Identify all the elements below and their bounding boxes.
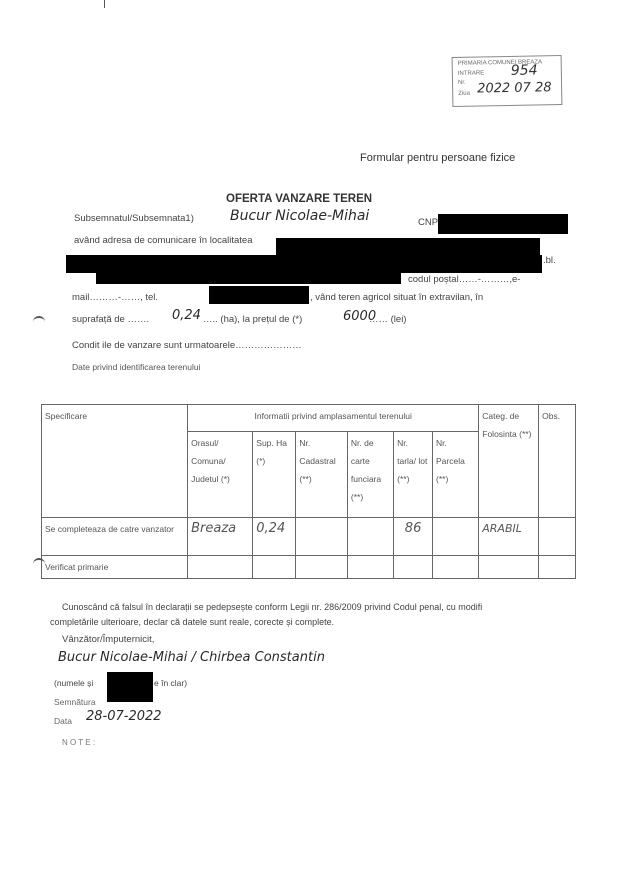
punch-hole-mark	[33, 558, 45, 566]
stamp-header: PRIMARIA COMUNEI BREAZA	[457, 59, 543, 67]
col-parcela: Nr. Parcela (**)	[433, 432, 479, 518]
col-sup: Sup. Ha (*)	[253, 432, 296, 518]
stamp-label-date: Ziua	[458, 90, 470, 97]
punch-hole-mark	[33, 316, 45, 324]
area-value-handwritten: 0,24	[172, 308, 201, 323]
header-obs: Obs.	[539, 405, 576, 518]
price-label: ….. (ha), la prețul de (*)	[203, 314, 303, 325]
cnp-label: CNP	[418, 217, 439, 228]
col-carte-funciara: Nr. de carte funciara (**)	[347, 432, 393, 518]
scan-mark-top	[104, 0, 105, 8]
cell-empty	[347, 556, 393, 579]
cell-empty	[433, 556, 479, 579]
signature-label: Semnătura	[54, 697, 96, 707]
price-value-handwritten: 6000	[343, 309, 377, 324]
col-cadastral: Nr. Cadastral (**)	[296, 432, 348, 518]
registration-stamp	[452, 55, 563, 107]
signer-names-handwritten: Bucur Nicolae-Mihai / Chirbea Constantin	[58, 650, 325, 665]
cell-tarla: 86	[394, 518, 433, 556]
land-location-text: , vând teren agricol situat în extravilan, în	[310, 292, 484, 303]
redacted-address-3	[96, 268, 401, 284]
col-orasul: Orasul/ Comuna/ Judetul (*)	[188, 432, 253, 518]
cell-empty	[296, 556, 348, 579]
redacted-phone	[209, 286, 309, 304]
row-label-vanzator: Se completeaza de catre vanzator	[42, 518, 188, 556]
seller-name-handwritten: Bucur Nicolae-Mihai	[230, 208, 370, 224]
page-title: OFERTA VANZARE TEREN	[226, 193, 373, 205]
redacted-address-1	[276, 238, 540, 256]
names-note-left: (numele și	[54, 678, 94, 688]
cell-parcela	[433, 518, 479, 556]
header-categ: Categ. de Folosinta (**)	[479, 405, 539, 518]
stamp-label-reg: INTRARE	[457, 70, 485, 77]
cell-empty	[539, 556, 576, 579]
notes-label: N O T E :	[62, 738, 96, 747]
stamp-number: 954	[510, 62, 538, 79]
row-label-primarie: Verificat primarie	[42, 556, 188, 579]
sale-conditions-text: Condit ile de vanzare sunt urmatoarele…………………	[72, 340, 302, 351]
redacted-signature-note	[107, 672, 153, 702]
header-location-info: Informatii privind amplasamentul terenului	[188, 405, 479, 432]
name-label: Subsemnatul/Subsemnata1)	[74, 213, 194, 224]
postal-code-label: codul poștal……-………,e-	[408, 274, 521, 285]
seller-role-label: Vânzător/Împuternicit,	[62, 634, 155, 645]
cell-empty	[394, 556, 433, 579]
cell-carte-funciara	[347, 518, 393, 556]
land-info-table	[41, 404, 576, 579]
cell-empty	[479, 556, 539, 579]
cell-obs	[539, 518, 576, 556]
area-label: suprafață de …….	[72, 314, 150, 325]
stamp-label-nr: Nr.	[457, 79, 466, 86]
declaration-line-2: completările ulterioare, declar că datele sunt reale, corecte și complete.	[50, 617, 335, 627]
currency-label: …… (lei)	[369, 314, 407, 325]
signing-date-handwritten: 28-07-2022	[86, 709, 162, 724]
address-label: având adresa de comunicare în localitatea	[74, 235, 253, 246]
stamp-date: 2022 07 28	[477, 80, 552, 97]
email-phone-label: mail………-……, tel.	[72, 292, 159, 303]
form-type: Formular pentru persoane fizice	[360, 152, 516, 164]
header-specificare: Specificare	[42, 405, 188, 518]
cell-categ: ARABIL	[479, 518, 539, 556]
date-label: Data	[54, 716, 72, 726]
cell-cadastral	[296, 518, 348, 556]
land-data-heading: Date privind identificarea terenului	[72, 362, 201, 372]
bl-label: .bl.	[543, 255, 556, 266]
cell-sup: 0,24	[253, 518, 296, 556]
cell-empty	[253, 556, 296, 579]
cell-orasul: Breaza	[188, 518, 253, 556]
names-note-right: e în clar)	[154, 678, 188, 688]
redacted-cnp	[438, 214, 568, 234]
cell-empty	[188, 556, 253, 579]
col-tarla: Nr. tarla/ lot (**)	[394, 432, 433, 518]
declaration-line-1: Cunoscând că falsul în declarații se pedepsește conform Legii nr. 286/2009 privind Codul penal, cu modifi	[62, 602, 483, 612]
